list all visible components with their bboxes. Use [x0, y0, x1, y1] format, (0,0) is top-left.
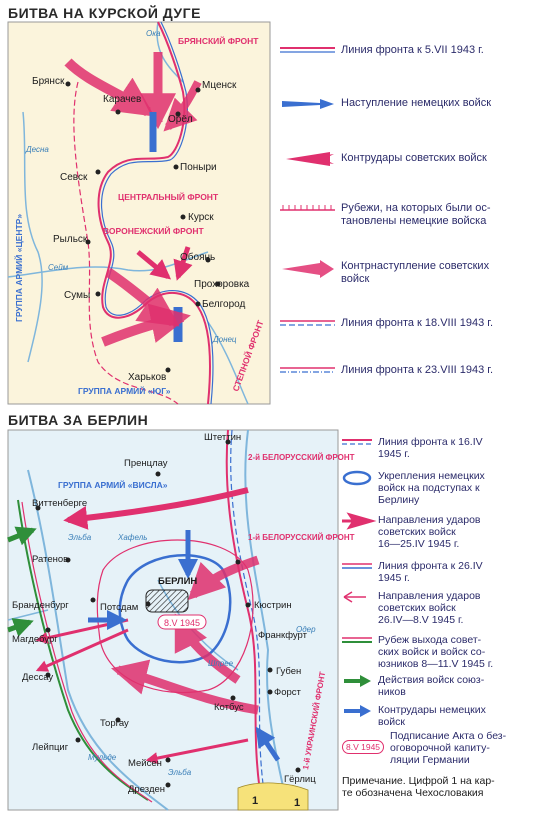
legend-strikes-16-25iv — [342, 514, 480, 550]
legend-front-26iv — [342, 560, 483, 584]
legend-symbol-front-23viii — [280, 364, 335, 376]
berlin-title: БИТВА ЗА БЕРЛИН — [8, 412, 149, 428]
city-prokhorovka: Прохоровка — [194, 279, 250, 290]
city-ponyri: Поныри — [180, 162, 217, 173]
river-elbe: Эльба — [68, 533, 92, 542]
city-orel: Орёл — [168, 114, 193, 125]
label-steppe-front: СТЕПНОЙ ФРОНТ — [230, 318, 266, 393]
label-bryansk-front: БРЯНСКИЙ ФРОНТ — [178, 36, 259, 46]
city-dessau: Дессау — [22, 672, 54, 683]
city-kharkov: Харьков — [128, 372, 167, 383]
date-badge-8v-1945 — [158, 615, 206, 629]
legend-symbol-front-18viii — [280, 317, 335, 329]
legend-front-16iv — [342, 436, 483, 460]
legend-text-meeting-line: Рубеж выхода совет- ских войск и войск со- юзников 8—11.V 1945 г. — [378, 634, 494, 670]
legend-symbol-allied-actions — [342, 674, 372, 688]
city-berlin: БЕРЛИН — [158, 576, 198, 587]
legend-symbol-stop-lines — [280, 202, 335, 214]
label-1st-ukrainian-front: 1-й УКРАИНСКИЙ ФРОНТ — [301, 670, 328, 771]
river-mulde: Мульде — [88, 753, 117, 762]
legend-symbol-strikes-26iv-8v — [342, 590, 372, 604]
berlin-legend — [338, 430, 532, 810]
river-havel: Хафель — [118, 533, 148, 542]
city-meissen: Мейсен — [128, 758, 162, 769]
legend-german-advance — [280, 97, 491, 111]
czech-number-1: 1 — [252, 795, 259, 807]
legend-front-23viii — [280, 364, 493, 377]
legend-symbol-fortifications — [342, 470, 372, 486]
city-oboyan: Обоянь — [180, 252, 216, 263]
legend-counteroffensive — [280, 260, 489, 286]
label-voronezh-front: ВОРОНЕЖСКИЙ ФРОНТ — [103, 226, 204, 236]
legend-german-counter — [342, 704, 486, 728]
river-oder: Одер — [296, 625, 316, 634]
legend-symbol-front-5vii — [280, 44, 335, 56]
legend-symbol-front-26iv — [342, 560, 372, 572]
river-desna: Десна — [26, 145, 49, 154]
legend-text-counteroffensive: Контрнаступление советских войск — [341, 260, 490, 285]
city-magdeburg: Магдебург — [12, 634, 58, 645]
city-mtsensk: Мценск — [202, 80, 237, 91]
city-sevsk: Севск — [60, 172, 88, 183]
legend-surrender-act — [342, 730, 506, 766]
river-elbe-lower: Эльба — [168, 768, 192, 777]
city-bryansk: Брянск — [32, 76, 65, 87]
city-cottbus: Котбус — [214, 702, 244, 713]
city-forst: Форст — [274, 687, 301, 698]
legend-symbol-counteroffensive — [280, 260, 335, 278]
city-frankfurt: Франкфурт — [258, 630, 307, 641]
river-oka: Ока — [146, 29, 161, 38]
city-kustrin: Кюстрин — [254, 600, 292, 611]
legend-text-soviet-counter: Контрудары советских войск — [341, 152, 487, 164]
legend-symbol-front-16iv — [342, 436, 372, 448]
city-gorlitz: Гёрлиц — [284, 774, 316, 785]
date-badge-text: 8.V 1945 — [164, 618, 201, 628]
legend-text-stop-lines: Рубежи, на которых были ос- тановлены немецкие войска — [341, 202, 491, 227]
city-potsdam: Потсдам — [100, 602, 139, 613]
label-army-group-vistula: ГРУППА АРМИЙ «ВИСЛА» — [58, 480, 168, 490]
legend-allied-actions — [342, 674, 484, 698]
legend-text-strikes-26iv-8v: Направления ударов советских войск 26.IV—8.V 1945 г. — [378, 590, 481, 626]
legend-front-18viii — [280, 317, 493, 330]
legend-text-front-23viii: Линия фронта к 23.VIII 1943 г. — [341, 364, 494, 376]
city-dresden: Дрезден — [128, 784, 166, 795]
city-karachev: Карачев — [103, 94, 142, 105]
legend-text-front-26iv: Линия фронта к 26.IV 1945 г. — [378, 560, 483, 584]
city-brandenburg: Бранденбург — [12, 600, 69, 611]
label-2nd-belorussian-front: 2-й БЕЛОРУССКИЙ ФРОНТ — [248, 453, 355, 462]
river-seim: Сейм — [48, 263, 69, 272]
city-leipzig: Лейпциг — [32, 742, 69, 753]
legend-soviet-counter — [280, 152, 487, 166]
legend-symbol-meeting-line — [342, 634, 372, 646]
city-torgau: Торгау — [100, 718, 129, 729]
legend-text-fortifications: Укрепления немецких войск на подступах к Берлину — [378, 470, 485, 506]
berlin-map — [8, 430, 355, 810]
city-prenzlau: Пренцлау — [124, 458, 168, 469]
legend-fortifications — [342, 470, 485, 506]
city-rathenow: Ратенов — [32, 554, 69, 565]
legend-text-allied-actions: Действия войск союз- ников — [378, 674, 485, 698]
legend-meeting-line — [342, 634, 493, 670]
legend-symbol-german-advance — [280, 97, 335, 111]
legend-text-strikes-16-25iv: Направления ударов советских войск 16—25.IV 1945 г. — [378, 514, 481, 550]
river-spree: Шпрее — [208, 659, 234, 668]
legend-text-front-16iv: Линия фронта к 16.IV 1945 г. — [378, 436, 483, 460]
legend-symbol-soviet-counter — [280, 152, 335, 166]
legend-badge-8v: 8.V 1945 — [342, 740, 384, 754]
city-wittenberge: Виттенберге — [32, 498, 88, 509]
legend-strikes-26iv-8v — [342, 590, 480, 626]
legend-note: Примечание. Цифрой 1 на кар- те обозначена Чехословакия — [342, 775, 495, 799]
city-kursk: Курск — [188, 212, 214, 223]
river-donets: Донец — [213, 335, 237, 344]
legend-text-german-advance: Наступление немецких войск — [341, 97, 492, 109]
legend-text-german-counter: Контрудары немецких войск — [378, 704, 486, 728]
legend-symbol-strikes-16-25iv — [342, 514, 372, 528]
czech-number-2: 1 — [294, 797, 301, 809]
legend-text-front-18viii: Линия фронта к 18.VIII 1943 г. — [341, 317, 494, 329]
legend-symbol-german-counter — [342, 704, 372, 718]
city-guben: Губен — [276, 666, 302, 677]
label-army-group-south: ГРУППА АРМИЙ «ЮГ» — [78, 386, 171, 396]
label-central-front: ЦЕНТРАЛЬНЫЙ ФРОНТ — [118, 192, 219, 202]
city-rylsk: Рыльск — [53, 234, 88, 245]
label-army-group-center: ГРУППА АРМИЙ «ЦЕНТР» — [14, 213, 24, 322]
label-1st-belorussian-front: 1-й БЕЛОРУССКИЙ ФРОНТ — [248, 533, 355, 542]
legend-text-surrender-act: Подписание Акта о без- оговорочной капиту- ляции Германии — [390, 730, 507, 766]
city-belgorod: Белгород — [202, 299, 246, 310]
city-stettin: Штеттин — [204, 432, 242, 443]
city-sumy: Сумы — [64, 290, 91, 301]
legend-front-5vii — [280, 44, 484, 57]
kursk-legend — [270, 22, 532, 404]
legend-text-front-5vii: Линия фронта к 5.VII 1943 г. — [341, 44, 484, 56]
kursk-title: БИТВА НА КУРСКОЙ ДУГЕ — [8, 5, 201, 21]
legend-stop-lines — [280, 202, 491, 228]
kursk-map — [8, 22, 270, 404]
